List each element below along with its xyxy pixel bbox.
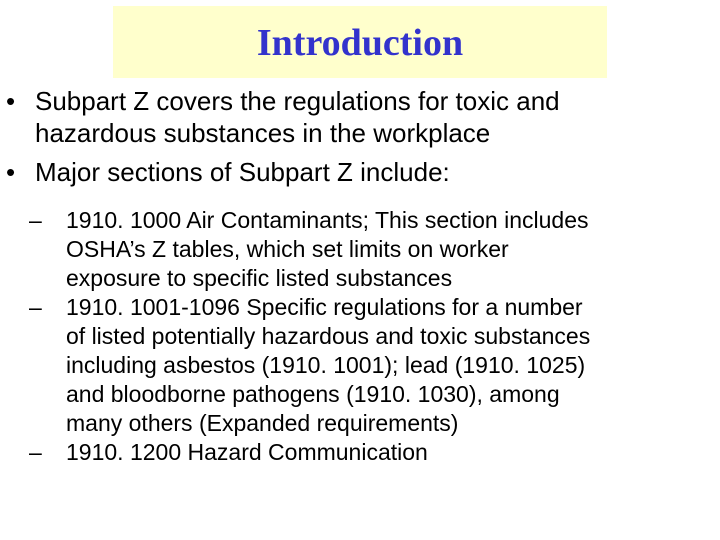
sub-bullet-line: many others (Expanded requirements) — [66, 410, 459, 436]
bullet-line: Subpart Z covers the regulations for toxic and — [35, 86, 560, 116]
bullet-marker: • — [6, 157, 16, 187]
dash-marker: – — [29, 294, 42, 320]
dash-marker: – — [29, 439, 42, 465]
bullet-item — [0, 156, 720, 188]
sub-bullet-line: and bloodborne pathogens (1910. 1030), among — [66, 381, 560, 407]
bullet-list — [0, 85, 720, 467]
slide-title: Introduction — [256, 22, 464, 64]
sub-bullet-line: OSHA’s Z tables, which set limits on worker — [66, 236, 509, 262]
sub-bullet-item — [0, 206, 720, 293]
bullet-item — [0, 85, 720, 149]
bullet-line: hazardous substances in the workplace — [35, 118, 491, 148]
dash-marker: – — [29, 207, 42, 233]
sub-bullet-line: 1910. 1001-1096 Specific regulations for a number — [66, 294, 583, 320]
sub-bullet-item — [0, 293, 720, 438]
sub-bullet-line: including asbestos (1910. 1001); lead (1910. 1025) — [66, 352, 586, 378]
sub-bullet-line: exposure to specific listed substances — [66, 265, 453, 291]
sub-bullet-line: of listed potentially hazardous and toxic substances — [66, 323, 591, 349]
bullet-line: Major sections of Subpart Z include: — [35, 157, 450, 187]
sub-bullet-item — [0, 438, 720, 467]
sub-bullet-list — [0, 206, 720, 467]
sub-bullet-line: 1910. 1000 Air Contaminants; This section includes — [66, 207, 589, 233]
bullet-marker: • — [6, 86, 16, 116]
title-box — [113, 6, 607, 78]
sub-bullet-line: 1910. 1200 Hazard Communication — [66, 439, 428, 465]
